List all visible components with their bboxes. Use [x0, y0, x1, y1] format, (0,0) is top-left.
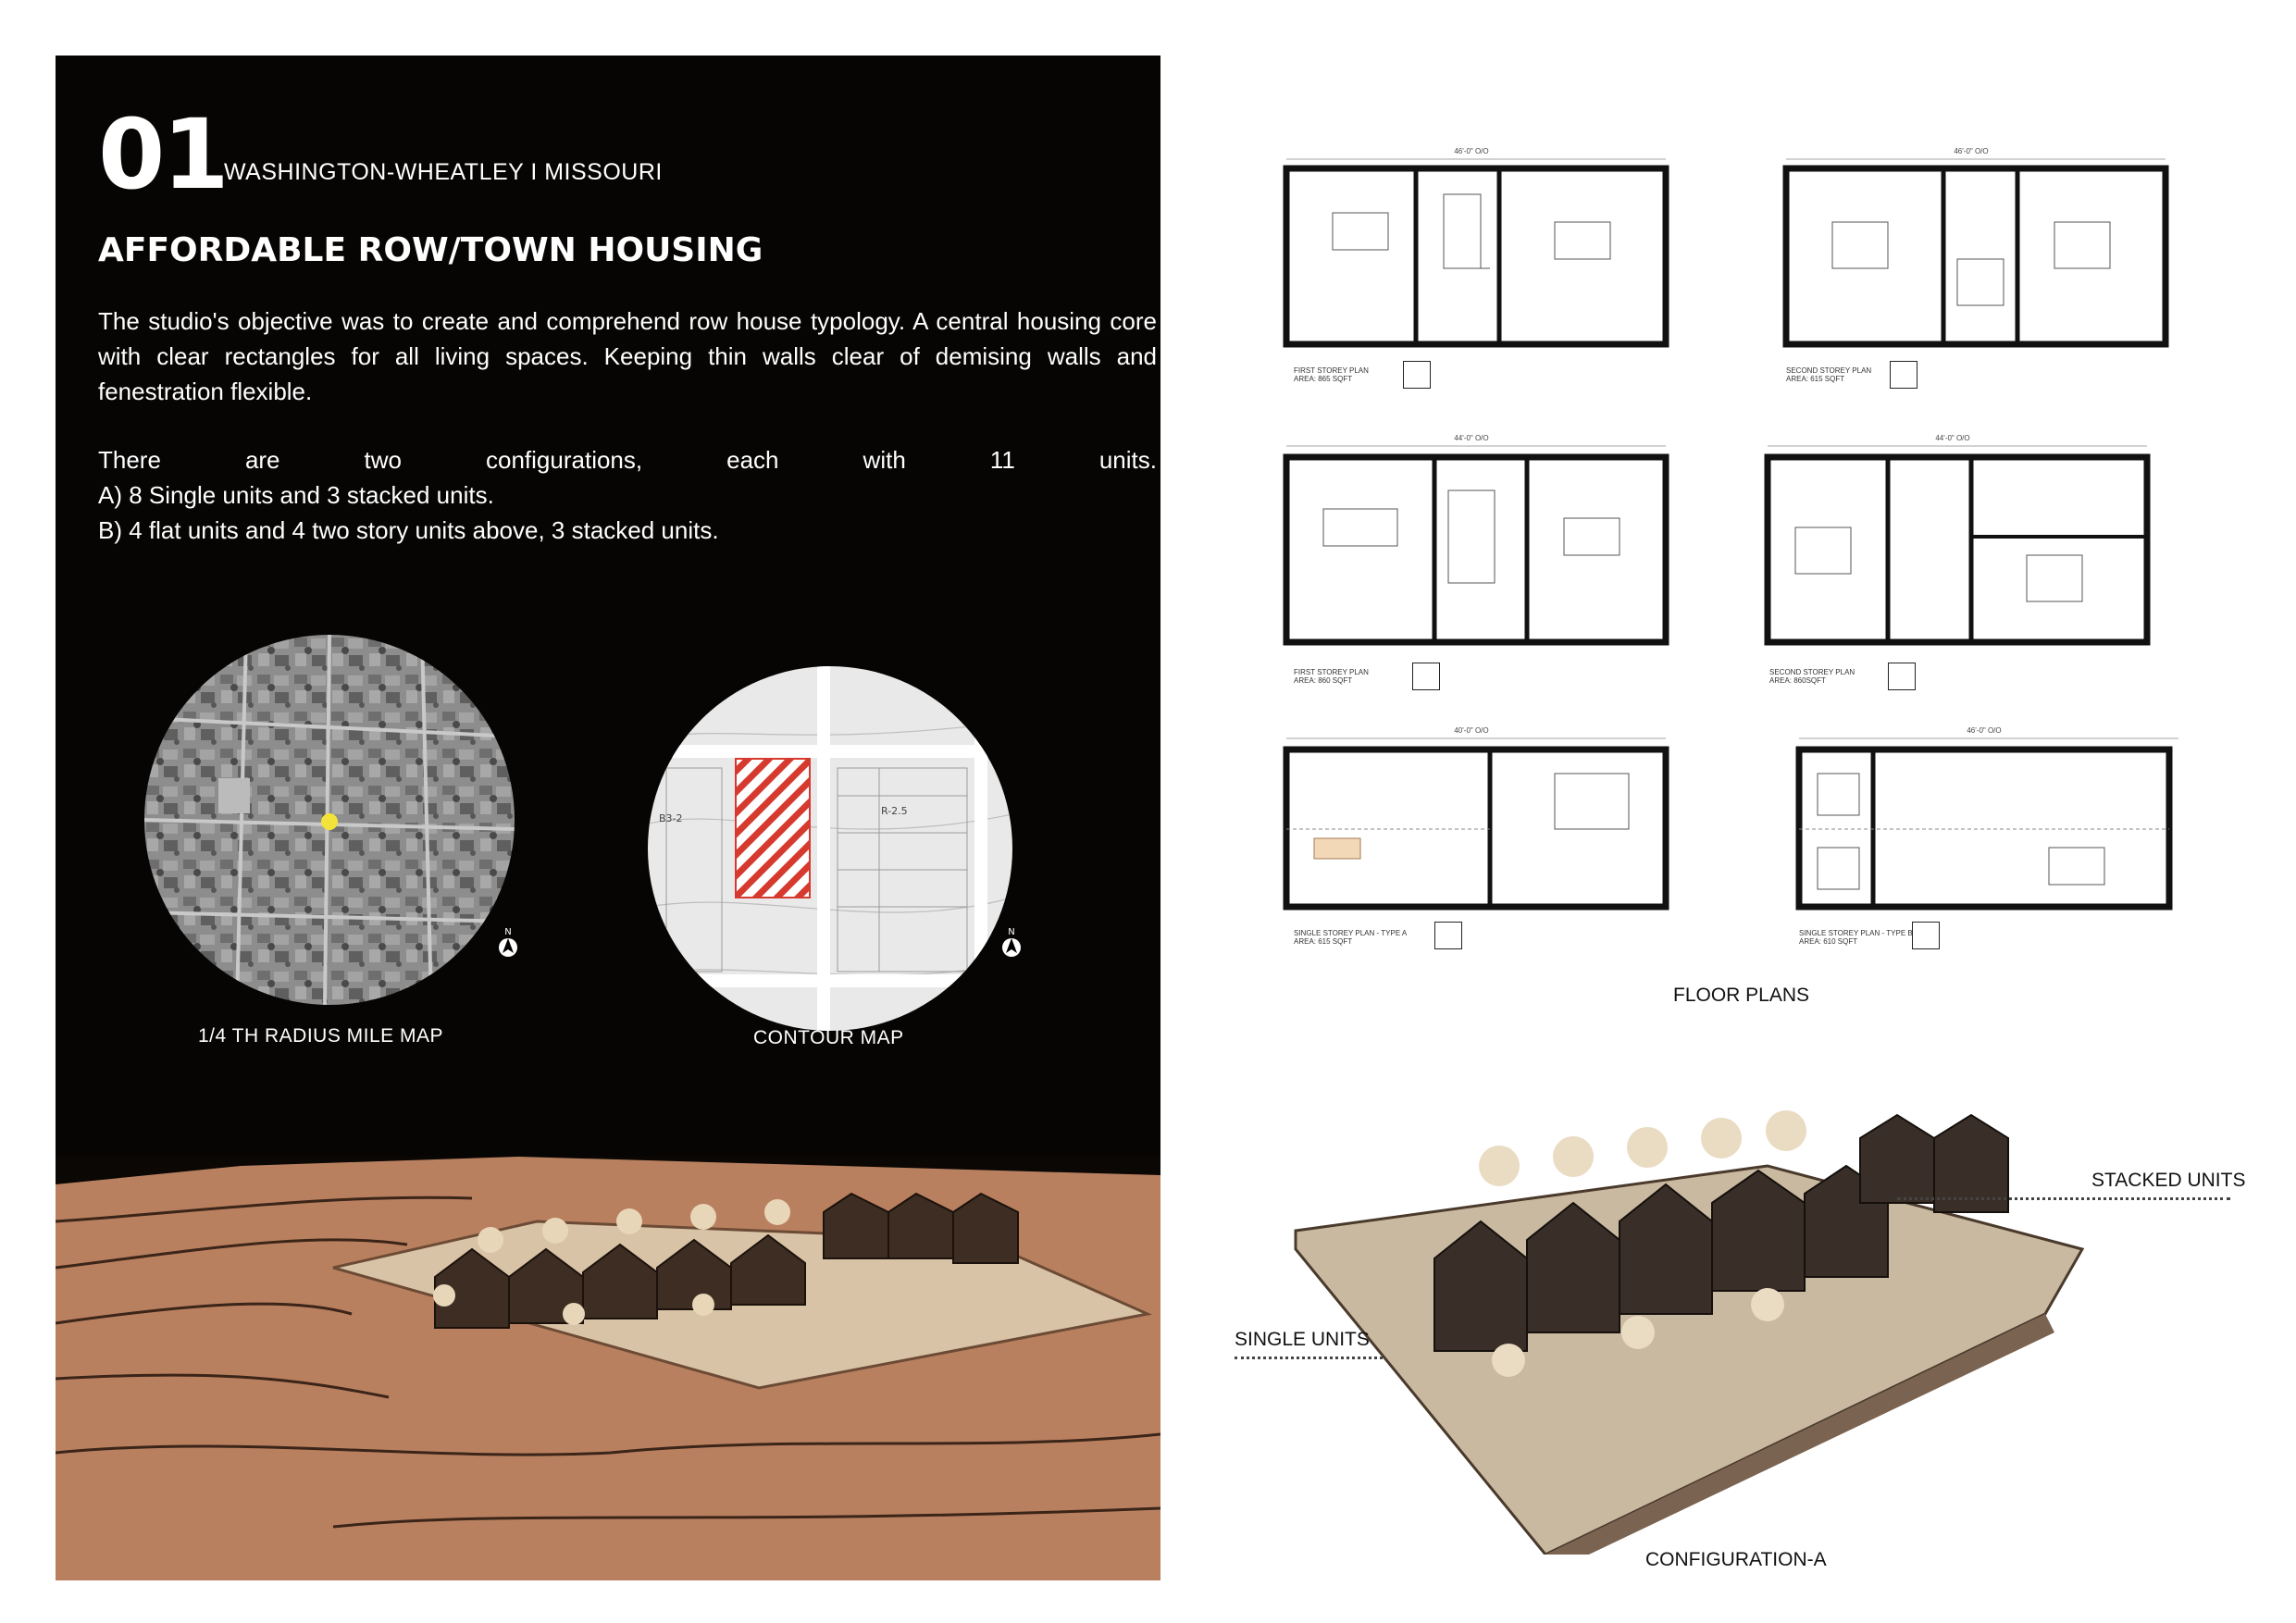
svg-text:N: N [1008, 927, 1015, 937]
intro-word: 11 [989, 446, 1015, 474]
plan-caption-4: SECOND STOREY PLAN AREA: 860SQFT [1769, 668, 1855, 685]
configuration-b-line: B) 4 flat units and 4 two story units above, 3 stacked units. [98, 516, 719, 544]
floor-plan-2 [1758, 139, 2184, 361]
project-title: AFFORDABLE ROW/TOWN HOUSING [98, 231, 763, 269]
north-arrow-icon [498, 925, 518, 959]
zone-label-r25: R-2.5 [881, 805, 908, 817]
intro-word: each [726, 446, 779, 474]
plan-dimension: 44'-0" O/O [1454, 434, 1489, 442]
contour-map-caption: CONTOUR MAP [753, 1027, 904, 1048]
plan-caption-5: SINGLE STOREY PLAN - TYPE A AREA: 615 SQFT [1294, 929, 1408, 946]
zone-label-b3: B3-2 [659, 812, 683, 824]
plan-caption-3: FIRST STOREY PLAN AREA: 860 SQFT [1294, 668, 1369, 685]
radius-mile-map [144, 635, 515, 1005]
plan-dimension: 46'-0" O/O [1454, 147, 1489, 155]
north-arrow-icon [1912, 922, 1940, 949]
intro-word: configurations, [486, 446, 643, 474]
north-arrow-icon [1890, 361, 1917, 389]
floor-plan-1 [1259, 139, 1684, 361]
single-units-label: SINGLE UNITS [1235, 1329, 1370, 1350]
site-marker [321, 813, 338, 830]
intro-word: with [863, 446, 906, 474]
plan-dimension: 40'-0" O/O [1454, 726, 1489, 735]
configuration-a-model [1286, 1110, 2091, 1555]
intro-word: two [364, 446, 402, 474]
contour-map [648, 666, 1015, 1031]
floor-plan-5 [1259, 718, 1684, 922]
plan-dimension: 46'-0" O/O [1954, 147, 1989, 155]
intro-word: There [98, 446, 161, 474]
description-paragraph: The studio's objective was to create and comprehend row house typology. A central housing core with clear rectangles for all living spaces. Keeping thin walls clear of demising walls and fenestration flexible. [98, 307, 1157, 405]
single-units-leader [1235, 1357, 1383, 1359]
intro-word: are [244, 446, 280, 474]
floor-plans-caption: FLOOR PLANS [1673, 985, 1810, 1006]
plan-caption-2: SECOND STOREY PLAN AREA: 615 SQFT [1786, 366, 1872, 383]
configuration-a-line: A) 8 Single units and 3 stacked units. [98, 481, 494, 509]
svg-text:N: N [504, 927, 512, 937]
configuration-a-caption: CONFIGURATION-A [1645, 1549, 1827, 1570]
north-arrow-icon [1888, 663, 1916, 690]
north-arrow-icon [1434, 922, 1462, 949]
north-arrow-icon [1403, 361, 1431, 389]
site-model-photo [56, 1157, 1160, 1580]
project-location: WASHINGTON-WHEATLEY I MISSOURI [224, 159, 663, 185]
floor-plan-3 [1259, 426, 1684, 657]
left-panel [56, 56, 1160, 1580]
plan-dimension: 46'-0" O/O [1967, 726, 2002, 735]
floor-plan-6 [1771, 718, 2197, 922]
intro-word: units. [1098, 446, 1157, 474]
configurations-paragraph [98, 442, 1159, 548]
radius-map-caption: 1/4 TH RADIUS MILE MAP [198, 1025, 444, 1047]
plan-caption-1: FIRST STOREY PLAN AREA: 865 SQFT [1294, 366, 1369, 383]
floor-plan-4 [1740, 426, 2166, 657]
north-arrow-icon [1412, 663, 1440, 690]
plan-dimension: 44'-0" O/O [1935, 434, 1970, 442]
north-arrow-icon [1001, 925, 1022, 959]
stacked-units-label: STACKED UNITS [2091, 1170, 2246, 1191]
plan-caption-6: SINGLE STOREY PLAN - TYPE B AREA: 610 SQFT [1799, 929, 1913, 946]
project-number: 01 [98, 98, 227, 211]
configurations-intro-line [98, 442, 1157, 477]
stacked-units-leader [1897, 1197, 2230, 1200]
